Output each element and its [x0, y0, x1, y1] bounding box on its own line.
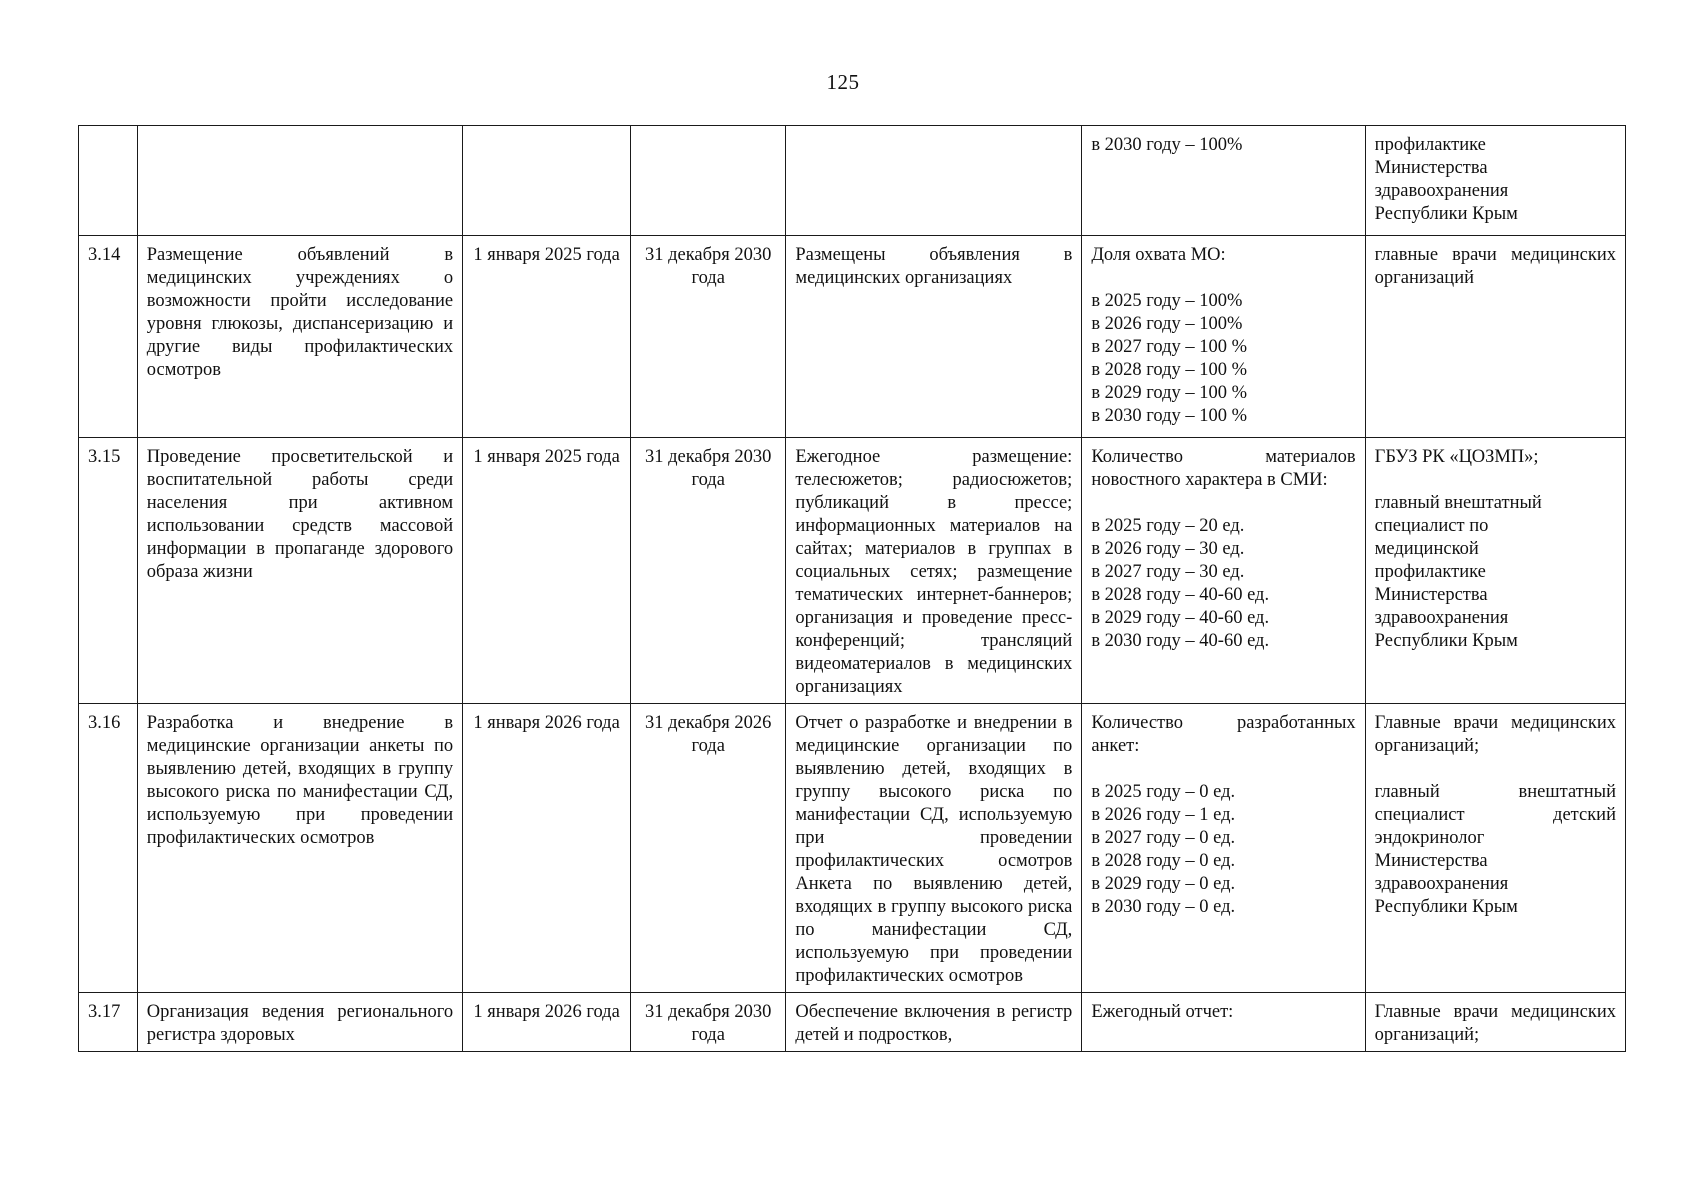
responsible-line: Республики Крым — [1374, 631, 1518, 651]
responsible-cell — [1365, 704, 1625, 993]
expected-result: Ежегодное размещение: телесюжетов; радиосюжетов; публикаций в прессе; информационных материалов на сайтах; материалов в группах в социальных сетях; размещение тематических интернет-баннеров; организация и проведение пресс-конференций; трансляций видеоматериалов в медицинских организациях — [786, 438, 1082, 704]
responsible-line: профилактике — [1374, 135, 1486, 155]
table-row — [79, 993, 1626, 1052]
event-description: Размещение объявлений в медицинских учреждениях о возможности пройти исследование уровня глюкозы, диспансеризацию и другие виды профилактических осмотров — [137, 236, 462, 438]
indicator-value: в 2028 году – 0 ед. — [1091, 851, 1236, 871]
end-date — [631, 126, 786, 236]
responsible-line: здравоохранения — [1374, 608, 1509, 628]
responsible-line: медицинской — [1374, 539, 1479, 559]
indicator-value: в 2029 году – 40-60 ед. — [1091, 608, 1270, 628]
expected-result: Отчет о разработке и внедрении в медицинские организации по выявлению детей, входящих в группу высокого риска по манифестации СД, используемую при проведении профилактических осмотров Анкета по выявлению детей, входящих в группу высокого риска по манифестации СД, используемую при проведении профилактических осмотров — [786, 704, 1082, 993]
start-date — [463, 126, 631, 236]
row-number: 3.16 — [79, 704, 138, 993]
indicator-title: Доля охвата МО: — [1091, 245, 1226, 265]
indicator-title: Количество разработанных анкет: — [1091, 713, 1356, 756]
indicator-value: в 2030 году – 40-60 ед. — [1091, 631, 1270, 651]
indicator-cell — [1082, 993, 1365, 1052]
indicator-cell — [1082, 236, 1365, 438]
indicator-value: в 2028 году – 100 % — [1091, 360, 1248, 380]
end-date: 31 декабря 2026 года — [631, 704, 786, 993]
page-number: 125 — [826, 70, 860, 94]
responsible-line: главный внештатный — [1374, 493, 1542, 513]
indicator-value: в 2026 году – 100% — [1091, 314, 1243, 334]
event-description: Разработка и внедрение в медицинские организации анкеты по выявлению детей, входящих в группу высокого риска по манифестации СД, используемую при проведении профилактических осмотров — [137, 704, 462, 993]
indicator-value: в 2025 году – 0 ед. — [1091, 782, 1236, 802]
event-description: Организация ведения регионального регистра здоровых — [137, 993, 462, 1052]
indicator-value: в 2030 году – 0 ед. — [1091, 897, 1236, 917]
event-description: Проведение просветительской и воспитательной работы среди населения при активном использовании средств массовой информации в пропаганде здорового образа жизни — [137, 438, 462, 704]
responsible-cell — [1365, 993, 1625, 1052]
row-number: 3.15 — [79, 438, 138, 704]
responsible-line: Министерства — [1374, 158, 1488, 178]
responsible-line: главные врачи медицинских организаций — [1374, 245, 1616, 288]
row-number: 3.14 — [79, 236, 138, 438]
start-date: 1 января 2026 года — [463, 704, 631, 993]
indicator-value: в 2028 году – 40-60 ед. — [1091, 585, 1270, 605]
measures-table — [78, 125, 1626, 1052]
indicator-value: в 2029 году – 100 % — [1091, 383, 1248, 403]
expected-result — [786, 126, 1082, 236]
indicator-value: в 2026 году – 30 ед. — [1091, 539, 1245, 559]
row-number: 3.17 — [79, 993, 138, 1052]
responsible-line: главный внештатный специалист детский эндокринолог — [1374, 782, 1616, 848]
indicator-value: в 2030 году – 100% — [1091, 135, 1243, 155]
expected-result: Размещены объявления в медицинских организациях — [786, 236, 1082, 438]
responsible-line: ГБУЗ РК «ЦОЗМП»; — [1374, 447, 1539, 467]
responsible-line: Главные врачи медицинских организаций; — [1374, 713, 1616, 756]
responsible-cell — [1365, 126, 1625, 236]
responsible-line: здравоохранения — [1374, 181, 1509, 201]
responsible-line: Министерства — [1374, 585, 1488, 605]
indicator-value: в 2027 году – 100 % — [1091, 337, 1248, 357]
row-number — [79, 126, 138, 236]
table-row — [79, 236, 1626, 438]
indicator-title: Ежегодный отчет: — [1091, 1002, 1234, 1022]
responsible-cell — [1365, 438, 1625, 704]
indicator-value: в 2030 году – 100 % — [1091, 406, 1248, 426]
indicator-cell — [1082, 126, 1365, 236]
indicator-cell — [1082, 704, 1365, 993]
start-date: 1 января 2025 года — [463, 438, 631, 704]
indicator-value: в 2027 году – 0 ед. — [1091, 828, 1236, 848]
start-date: 1 января 2026 года — [463, 993, 631, 1052]
event-description — [137, 126, 462, 236]
expected-result: Обеспечение включения в регистр детей и подростков, — [786, 993, 1082, 1052]
indicator-value: в 2029 году – 0 ед. — [1091, 874, 1236, 894]
end-date: 31 декабря 2030 года — [631, 993, 786, 1052]
table-row — [79, 438, 1626, 704]
indicator-value: в 2027 году – 30 ед. — [1091, 562, 1245, 582]
responsible-line: специалист по — [1374, 516, 1489, 536]
responsible-line: здравоохранения — [1374, 874, 1509, 894]
responsible-line: профилактике — [1374, 562, 1486, 582]
indicator-value: в 2025 году – 20 ед. — [1091, 516, 1245, 536]
responsible-line: Главные врачи медицинских организаций; — [1374, 1002, 1616, 1045]
start-date: 1 января 2025 года — [463, 236, 631, 438]
responsible-cell — [1365, 236, 1625, 438]
responsible-line: Министерства — [1374, 851, 1488, 871]
end-date: 31 декабря 2030 года — [631, 236, 786, 438]
table-row — [79, 704, 1626, 993]
responsible-line: Республики Крым — [1374, 897, 1518, 917]
end-date: 31 декабря 2030 года — [631, 438, 786, 704]
indicator-title: Количество материалов новостного характера в СМИ: — [1091, 447, 1356, 490]
indicator-value: в 2025 году – 100% — [1091, 291, 1243, 311]
indicator-cell — [1082, 438, 1365, 704]
table-row — [79, 126, 1626, 236]
responsible-line: Республики Крым — [1374, 204, 1518, 224]
indicator-value: в 2026 году – 1 ед. — [1091, 805, 1236, 825]
